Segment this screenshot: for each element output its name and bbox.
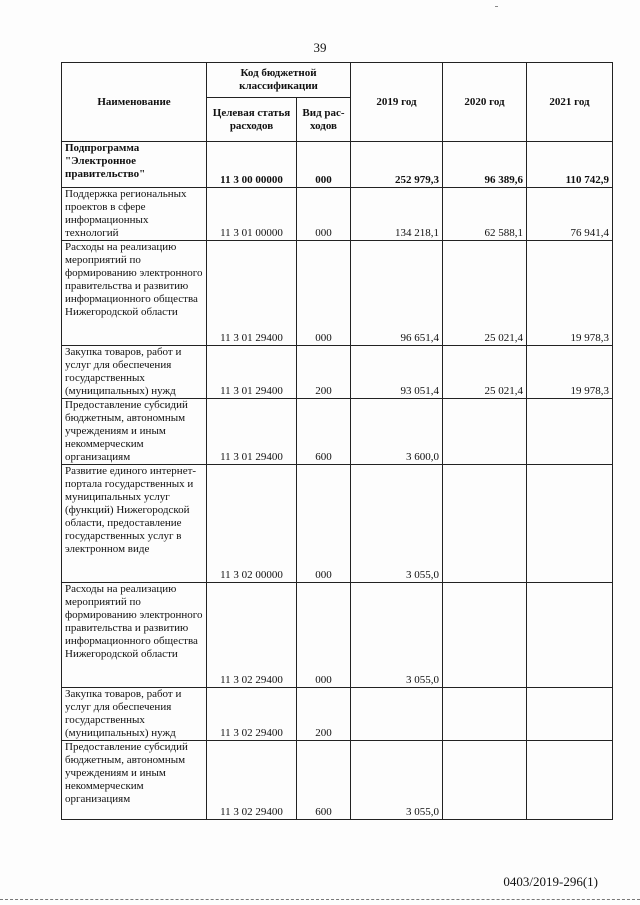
- document-code: 0403/2019-296(1): [503, 874, 598, 889]
- row-expense-type: 000: [297, 465, 351, 583]
- row-2019: [351, 688, 443, 741]
- row-target-article: 11 3 01 00000: [207, 188, 297, 241]
- table-row: [62, 399, 613, 465]
- row-name: Предоставление субсидий бюджетным, автономным учреждениям и иным некоммерческим организациям: [62, 399, 207, 465]
- row-2021: [527, 399, 613, 465]
- row-2019: 93 051,4: [351, 346, 443, 399]
- row-2019: 252 979,3: [351, 142, 443, 188]
- table-row: [62, 688, 613, 741]
- table-row: [62, 241, 613, 346]
- row-2021: 19 978,3: [527, 241, 613, 346]
- header-name: Наименование: [62, 63, 207, 142]
- row-2021: 76 941,4: [527, 188, 613, 241]
- header-expense-type: Вид рас-ходов: [297, 98, 351, 142]
- row-2020: [443, 583, 527, 688]
- scan-artifact: [495, 6, 498, 7]
- scan-edge: [0, 899, 640, 900]
- row-2021: [527, 741, 613, 820]
- row-expense-type: 600: [297, 741, 351, 820]
- budget-table: [61, 62, 613, 820]
- row-name: Поддержка региональных проектов в сфере информационных технологий: [62, 188, 207, 241]
- header-target-article: Целевая статья расходов: [207, 98, 297, 142]
- row-2021: 19 978,3: [527, 346, 613, 399]
- row-target-article: 11 3 01 29400: [207, 241, 297, 346]
- row-2020: 62 588,1: [443, 188, 527, 241]
- row-target-article: 11 3 01 29400: [207, 346, 297, 399]
- row-expense-type: 200: [297, 688, 351, 741]
- table-row: [62, 142, 613, 188]
- page-number: 39: [313, 40, 327, 55]
- row-2020: 25 021,4: [443, 241, 527, 346]
- row-2021: [527, 688, 613, 741]
- row-name: Предоставление субсидий бюджетным, автономным учреждениям и иным некоммерческим организациям: [62, 741, 207, 820]
- table-row: [62, 741, 613, 820]
- row-name: Закупка товаров, работ и услуг для обеспечения государственных (муниципальных) нужд: [62, 346, 207, 399]
- row-expense-type: 000: [297, 241, 351, 346]
- row-2020: 96 389,6: [443, 142, 527, 188]
- row-2020: [443, 688, 527, 741]
- row-target-article: 11 3 02 29400: [207, 688, 297, 741]
- row-2021: [527, 465, 613, 583]
- row-2020: [443, 741, 527, 820]
- header-budget-code-group: Код бюджетной классификации: [207, 63, 351, 98]
- row-2019: 3 055,0: [351, 741, 443, 820]
- table-row: [62, 188, 613, 241]
- row-target-article: 11 3 02 00000: [207, 465, 297, 583]
- table-row: [62, 465, 613, 583]
- row-target-article: 11 3 01 29400: [207, 399, 297, 465]
- row-name: Расходы на реализацию мероприятий по формированию электронного правительства и развитию информационного общества Нижегородской области: [62, 241, 207, 346]
- row-2020: [443, 399, 527, 465]
- row-target-article: 11 3 02 29400: [207, 741, 297, 820]
- row-2019: 3 055,0: [351, 465, 443, 583]
- row-2019: 3 600,0: [351, 399, 443, 465]
- row-2019: 134 218,1: [351, 188, 443, 241]
- row-2019: 96 651,4: [351, 241, 443, 346]
- row-2020: [443, 465, 527, 583]
- row-expense-type: 000: [297, 188, 351, 241]
- row-expense-type: 000: [297, 583, 351, 688]
- table-row: [62, 346, 613, 399]
- row-expense-type: 000: [297, 142, 351, 188]
- row-expense-type: 600: [297, 399, 351, 465]
- row-name: Подпрограмма "Электронное правительство": [62, 142, 207, 188]
- row-name: Расходы на реализацию мероприятий по формированию электронного правительства и развитию информационного общества Нижегородской области: [62, 583, 207, 688]
- table-row: [62, 583, 613, 688]
- header-2019: 2019 год: [351, 63, 443, 142]
- row-expense-type: 200: [297, 346, 351, 399]
- header-2020: 2020 год: [443, 63, 527, 142]
- row-name: Закупка товаров, работ и услуг для обеспечения государственных (муниципальных) нужд: [62, 688, 207, 741]
- row-2020: 25 021,4: [443, 346, 527, 399]
- row-target-article: 11 3 00 00000: [207, 142, 297, 188]
- row-name: Развитие единого интернет-портала государственных и муниципальных услуг (функций) Нижегородской области, предоставление государственных услуг в электронном виде: [62, 465, 207, 583]
- row-2021: 110 742,9: [527, 142, 613, 188]
- row-2021: [527, 583, 613, 688]
- row-2019: 3 055,0: [351, 583, 443, 688]
- row-target-article: 11 3 02 29400: [207, 583, 297, 688]
- header-2021: 2021 год: [527, 63, 613, 142]
